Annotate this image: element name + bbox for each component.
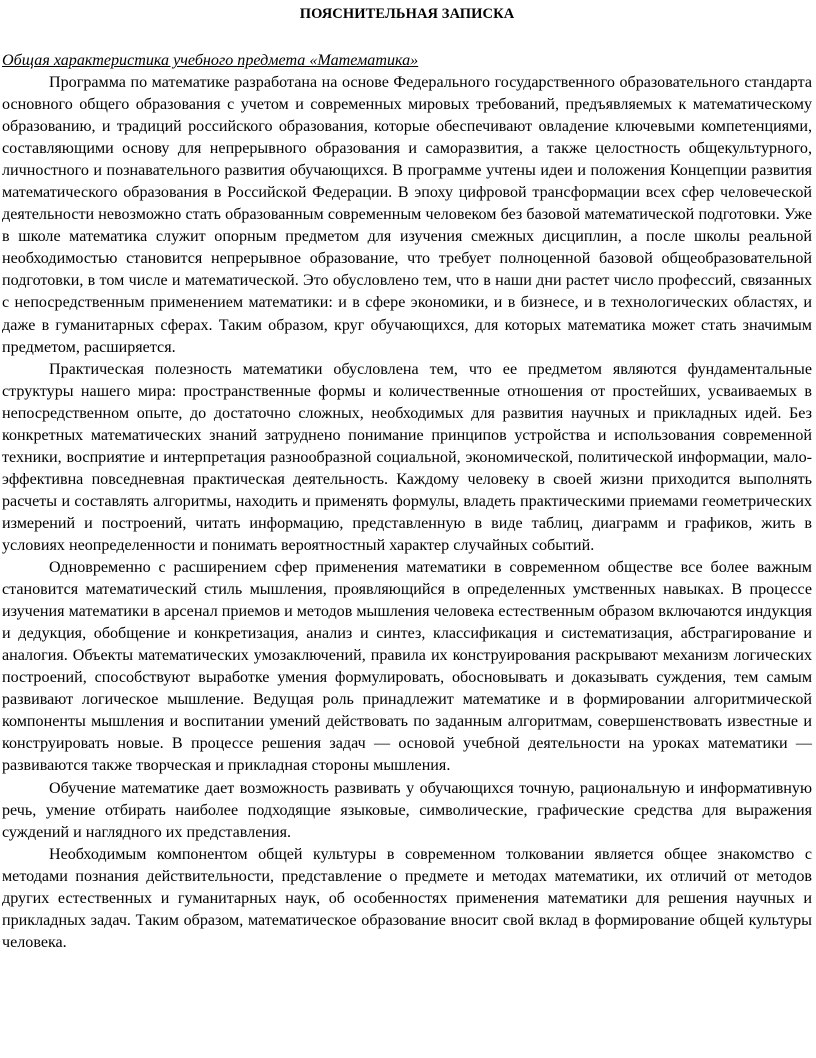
paragraph-speech-development: Обучение математике дает возможность развивать у обучающихся точную, рациональную и информативную речь, умение отбирать наиболее подходящие языковые, символические, графические средства для выражения суждений и наглядного их представления. — [2, 779, 812, 841]
paragraph-program-basis: Программа по математике разработана на основе Федерального государственного образовательного стандарта основного общего образования с учетом и современных мировых требований, предъявляемых к математическому образованию, и традиций российского образования, которые обеспечивают овладение ключевыми компетенциями, составляющими основу для непрерывного образования и саморазвития, а также целостность общекультурного, личностного и познавательного развития обучающихся. В программе учтены идеи и положения Концепции развития математического образования в Российской Федерации. В эпоху цифровой трансформации всех сфер человеческой деятельности невозможно стать образованным современным человеком без базовой математической подготовки. Уже в школе математика служит опорным предметом для изучения смежных дисциплин, а после школы реальной необходимостью становится непрерывное образование, что требует полноценной базовой общеобразовательной подготовки, в том числе и математической. Это обусловлено тем, что в наши дни растет число профессий, связанных с непосредственным применением математики: и в сфере экономики, и в бизнесе, и в технологических областях, и даже в гуманитарных сферах. Таким образом, круг обучающихся, для которых математика может стать значимым предметом, расширяется. — [2, 74, 812, 356]
document-title: ПОЯСНИТЕЛЬНАЯ ЗАПИСКА — [299, 6, 515, 22]
paragraph-mathematical-thinking: Одновременно с расширением сфер применения математики в современном обществе все более важным становится математический стиль мышления, проявляющийся в определенных умственных навыках. В процессе изучения математики в арсенал приемов и методов мышления человека естественным образом включаются индукция и дедукция, обобщение и конкретизация, анализ и синтез, классификация и систематизация, абстрагирование и аналогия. Объекты математических умозаключений, правила их конструирования раскрывают механизм логических построений, способствуют выработке умения формулировать, обосновывать и доказывать суждения, тем самым развивают логическое мышление. Ведущая роль принадлежит математике и в формировании алгоритмической компоненты мышления и воспитании умений действовать по заданным алгоритмам, совершенствовать известные и конструировать новые. В процессе решения задач — основой учебной деятельности на уроках математики — развиваются также творческая и прикладная стороны мышления. — [2, 559, 812, 775]
section-heading: Общая характеристика учебного предмета «Математика» — [2, 52, 419, 69]
paragraph-practical-utility: Практическая полезность математики обусловлена тем, что ее предметом являются фундаментальные структуры нашего мира: пространственные формы и количественные отношения от простейших, усваиваемых в непосредственном опыте, до достаточно сложных, необходимых для развития научных и прикладных идей. Без конкретных математических знаний затруднено понимание принципов устройства и использования современной техники, восприятие и интерпретация разнообразной социальной, экономической, политической информации, мало- эффективна повседневная практическая деятельность. Каждому человеку в своей жизни приходится выполнять расчеты и составлять алгоритмы, находить и применять формулы, владеть практическими приемами геометрических измерений и построений, читать информацию, представленную в виде таблиц, диаграмм и графиков, жить в условиях неопределенности и понимать вероятностный характер случайных событий. — [2, 360, 812, 554]
paragraph-general-culture: Необходимым компонентом общей культуры в современном толковании является общее знакомство с методами познания действительности, представление о предмете и методах математики, их отличий от методов других естественных и гуманитарных наук, об особенностях применения математики для решения научных и прикладных задач. Таким образом, математическое образование вносит свой вклад в формирование общей культуры человека. — [2, 845, 812, 951]
